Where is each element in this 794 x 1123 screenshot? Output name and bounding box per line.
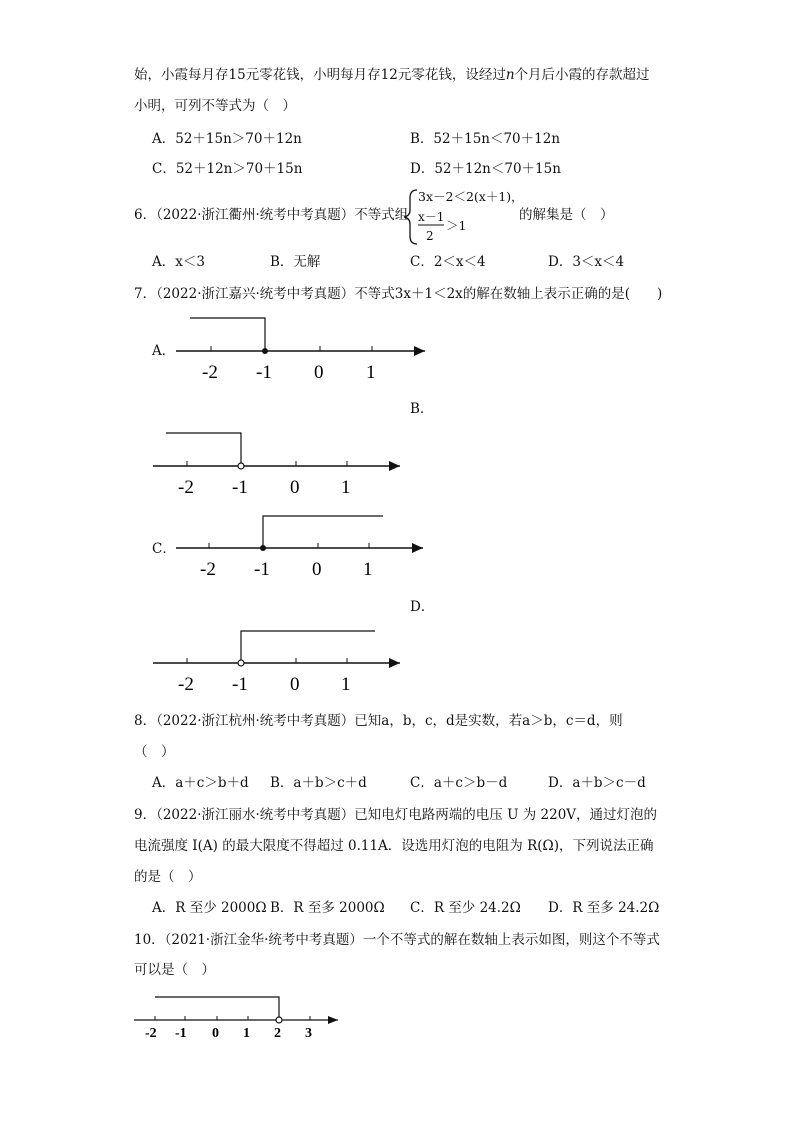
q6-fraction-denominator: 2: [426, 229, 434, 243]
q9-stem-line1: 9．（2022·浙江丽水·统考中考真题）已知电灯电路两端的电压 U 为 220V，通过灯泡的: [134, 807, 658, 823]
tick-label: -1: [254, 559, 270, 580]
q7-label-c: C．: [152, 541, 176, 557]
tick-label: -2: [145, 1026, 157, 1041]
q9-option-a: A．R 至少 2000Ω: [152, 900, 267, 916]
q9-option-d: D．R 至多 24.2Ω: [548, 900, 660, 916]
tick-label: 0: [290, 674, 300, 695]
q9-option-b: B．R 至多 2000Ω: [270, 900, 385, 916]
q10-stem-line1: 10．（2021·浙江金华·统考中考真题）一个不等式的解在数轴上表示如图，则这个不等式: [134, 932, 660, 948]
q9-stem-line2: 电流强度 I(A) 的最大限度不得超过 0.11A．设选用灯泡的电阻为 R(Ω)，下列说法正确: [134, 838, 654, 854]
q6-option-d: D．3＜x＜4: [548, 254, 625, 270]
q8-option-d: D．a＋b＞c－d: [548, 775, 646, 791]
q5-stem-line2: 小明，可列不等式为（ ）: [134, 98, 296, 114]
q6-stem-tail: 的解集是（ ）: [519, 207, 614, 223]
q8-stem-line2: （ ）: [134, 744, 175, 760]
tick-label: 1: [341, 674, 351, 695]
tick-label: 2: [274, 1026, 281, 1041]
q10-number-line: [134, 997, 338, 1041]
q6-system-line1: 3x－2＜2(x＋1)，: [418, 189, 524, 204]
q6-fraction-relation: ＞1: [446, 218, 467, 233]
tick-label: 0: [314, 362, 324, 383]
open-dot: [276, 1017, 282, 1023]
q8-option-b: B．a＋b＞c＋d: [270, 775, 367, 791]
tick-label: -2: [178, 477, 194, 498]
tick-label: 0: [212, 1026, 219, 1041]
q7-number-line-d: [153, 631, 400, 695]
q9-option-c: C．R 至少 24.2Ω: [410, 900, 521, 916]
q5-option-a: A．52＋15n＞70＋12n: [152, 131, 302, 147]
tick-label: 1: [366, 362, 376, 383]
q5-option-d: D．52＋12n＜70＋15n: [410, 161, 561, 177]
open-dot: [238, 463, 244, 469]
tick-label: 1: [341, 477, 351, 498]
q7-stem: 7．（2022·浙江嘉兴·统考中考真题）不等式3x＋1＜2x的解在数轴上表示正确的是( ): [134, 286, 663, 302]
q7-label-b: B．: [410, 401, 434, 417]
q5-option-b: B．52＋15n＜70＋12n: [410, 131, 561, 147]
tick-label: -2: [200, 559, 216, 580]
q6-stem: 6．（2022·浙江衢州·统考中考真题）不等式组: [134, 207, 409, 223]
q5-option-c: C．52＋12n＞70＋15n: [152, 161, 303, 177]
tick-label: 1: [363, 559, 373, 580]
open-dot: [238, 660, 244, 666]
tick-label: -2: [202, 362, 218, 383]
tick-label: 1: [243, 1026, 250, 1041]
closed-dot: [260, 545, 266, 551]
tick-label: -1: [232, 477, 248, 498]
q8-option-c: C．a＋c＞b－d: [410, 775, 508, 791]
q5-stem-line1: 始，小霞每月存15元零花钱，小明每月存12元零花钱，设经过n个月后小霞的存款超过: [134, 67, 650, 83]
q6-fraction-numerator: x－1: [418, 210, 445, 224]
q6-option-b: B．无解: [270, 254, 321, 270]
q7-number-line-a: [176, 318, 425, 383]
q8-option-a: A．a＋c＞b＋d: [152, 775, 249, 791]
q7-label-a: A．: [152, 343, 176, 359]
q10-stem-line2: 可以是（ ）: [134, 962, 215, 978]
q6-option-c: C．2＜x＜4: [410, 254, 486, 270]
q7-label-d: D．: [410, 599, 435, 615]
tick-label: -1: [232, 674, 248, 695]
q6-option-a: A．x＜3: [152, 254, 205, 270]
tick-label: 0: [312, 559, 322, 580]
q9-stem-line3: 的是（ ）: [134, 869, 202, 885]
tick-label: -1: [175, 1026, 187, 1041]
tick-label: -2: [178, 674, 194, 695]
tick-label: -1: [256, 362, 272, 383]
q7-number-line-c: [176, 516, 423, 580]
q8-stem-line1: 8．（2022·浙江杭州·统考中考真题）已知a，b，c，d是实数，若a＞b，c＝d，则: [134, 713, 623, 729]
q7-number-line-b: [153, 433, 400, 498]
closed-dot: [262, 348, 268, 354]
tick-label: 3: [305, 1026, 312, 1041]
tick-label: 0: [290, 477, 300, 498]
